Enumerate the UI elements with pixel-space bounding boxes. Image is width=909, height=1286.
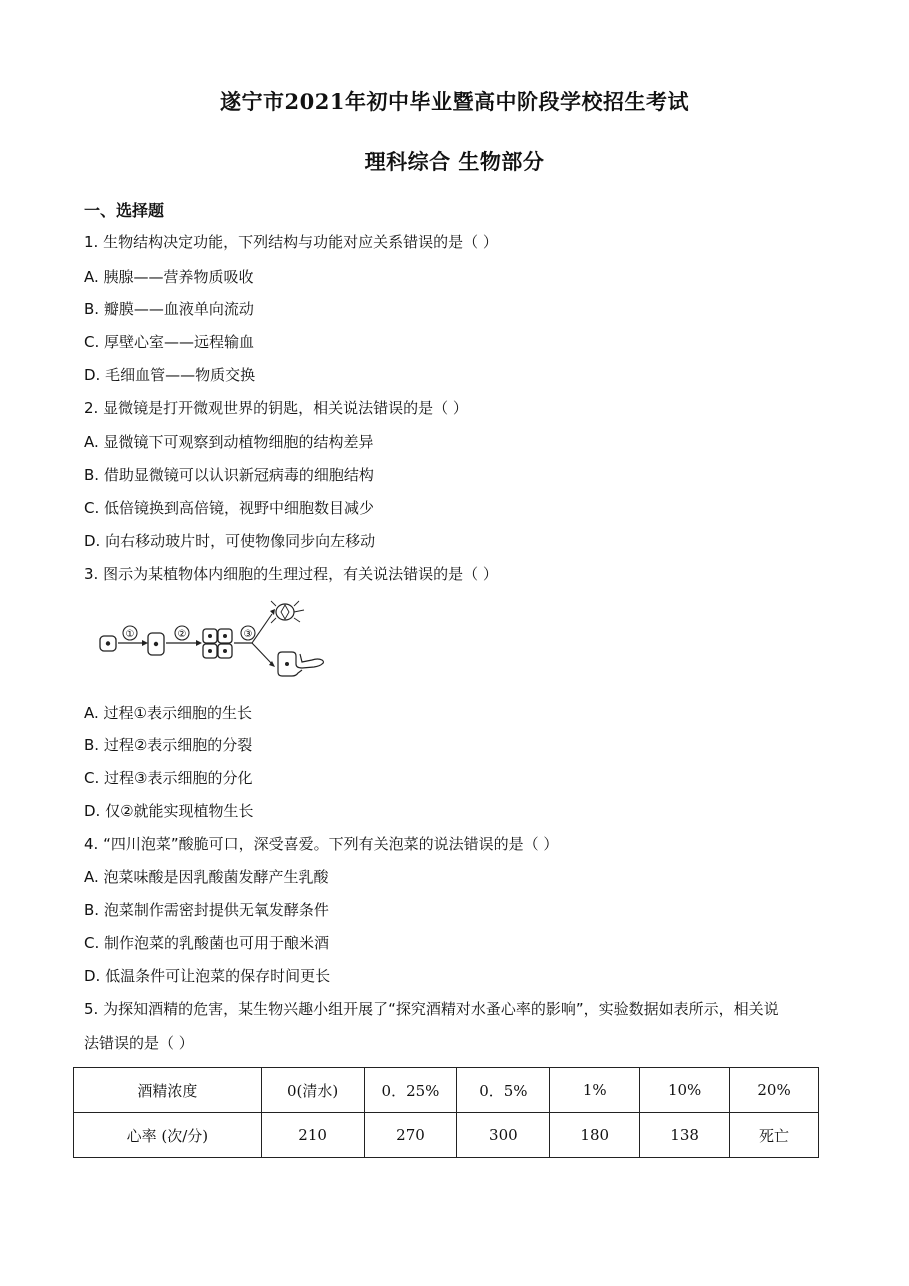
table-cell: 死亡 bbox=[730, 1113, 819, 1158]
question-2-option-d: D. 向右移动玻片时，可使物像同步向左移动 bbox=[84, 532, 376, 550]
table-cell: 270 bbox=[364, 1113, 457, 1158]
question-2-stem: 2. 显微镜是打开微观世界的钥匙，相关说法错误的是（ ） bbox=[84, 399, 468, 417]
section-heading: 一、选择题 bbox=[84, 201, 165, 220]
question-5-stem-continued: 法错误的是（ ） bbox=[84, 1034, 194, 1052]
question-3-option-a: A. 过程①表示细胞的生长 bbox=[84, 704, 252, 722]
question-2-option-b: B. 借助显微镜可以认识新冠病毒的细胞结构 bbox=[84, 466, 374, 484]
question-4-option-c: C. 制作泡菜的乳酸菌也可用于酿米酒 bbox=[84, 934, 330, 952]
question-5-stem: 5. 为探知酒精的危害，某生物兴趣小组开展了“探究酒精对水蚤心率的影响”，实验数据如表所示，相关说 bbox=[84, 1000, 779, 1018]
question-1-option-b: B. 瓣膜——血液单向流动 bbox=[84, 300, 254, 318]
question-3-option-b: B. 过程②表示细胞的分裂 bbox=[84, 736, 253, 754]
table-row bbox=[74, 1113, 819, 1158]
divided-cells bbox=[203, 629, 232, 658]
table-header-cell: 酒精浓度 bbox=[74, 1068, 262, 1113]
question-1-option-d: D. 毛细血管——物质交换 bbox=[84, 366, 256, 384]
question-1-option-a: A. 胰腺——营养物质吸收 bbox=[84, 268, 254, 286]
differentiated-cell-elongated bbox=[278, 652, 324, 676]
table-cell: 10% bbox=[640, 1068, 730, 1113]
exam-title: 遂宁市2021年初中毕业暨高中阶段学校招生考试 bbox=[220, 89, 689, 114]
question-1-option-c: C. 厚壁心室——远程输血 bbox=[84, 333, 255, 351]
table-cell: 1% bbox=[550, 1068, 640, 1113]
differentiated-cell-star bbox=[271, 601, 304, 623]
exam-subtitle: 理科综合 生物部分 bbox=[364, 149, 545, 174]
table-cell: 210 bbox=[261, 1113, 364, 1158]
question-1-stem: 1. 生物结构决定功能，下列结构与功能对应关系错误的是（ ） bbox=[84, 233, 498, 251]
alcohol-heart-rate-table bbox=[73, 1067, 819, 1158]
question-3-option-d: D. 仅②就能实现植物生长 bbox=[84, 802, 254, 820]
question-3-stem: 3. 图示为某植物体内细胞的生理过程，有关说法错误的是（ ） bbox=[84, 565, 498, 583]
table-cell: 180 bbox=[550, 1113, 640, 1158]
table-cell: 0．5% bbox=[457, 1068, 550, 1113]
question-4-stem: 4. “四川泡菜”酸脆可口，深受喜爱。下列有关泡菜的说法错误的是（ ） bbox=[84, 835, 559, 853]
table-cell: 138 bbox=[640, 1113, 730, 1158]
step-3-label: ③ bbox=[243, 629, 253, 640]
cell-process-diagram bbox=[96, 596, 336, 680]
table-cell: 0．25% bbox=[364, 1068, 457, 1113]
table-cell: 20% bbox=[730, 1068, 819, 1113]
step-1-label: ① bbox=[125, 629, 135, 640]
table-cell: 300 bbox=[457, 1113, 550, 1158]
question-2-option-c: C. 低倍镜换到高倍镜，视野中细胞数目减少 bbox=[84, 499, 375, 517]
question-3-option-c: C. 过程③表示细胞的分化 bbox=[84, 769, 253, 787]
question-4-option-a: A. 泡菜味酸是因乳酸菌发酵产生乳酸 bbox=[84, 868, 329, 886]
question-2-option-a: A. 显微镜下可观察到动植物细胞的结构差异 bbox=[84, 433, 374, 451]
question-4-option-b: B. 泡菜制作需密封提供无氧发酵条件 bbox=[84, 901, 329, 919]
table-row bbox=[74, 1068, 819, 1113]
table-cell: 0(清水) bbox=[261, 1068, 364, 1113]
step-2-label: ② bbox=[177, 629, 187, 640]
question-4-option-d: D. 低温条件可让泡菜的保存时间更长 bbox=[84, 967, 331, 985]
table-header-cell: 心率 (次/分) bbox=[74, 1113, 262, 1158]
